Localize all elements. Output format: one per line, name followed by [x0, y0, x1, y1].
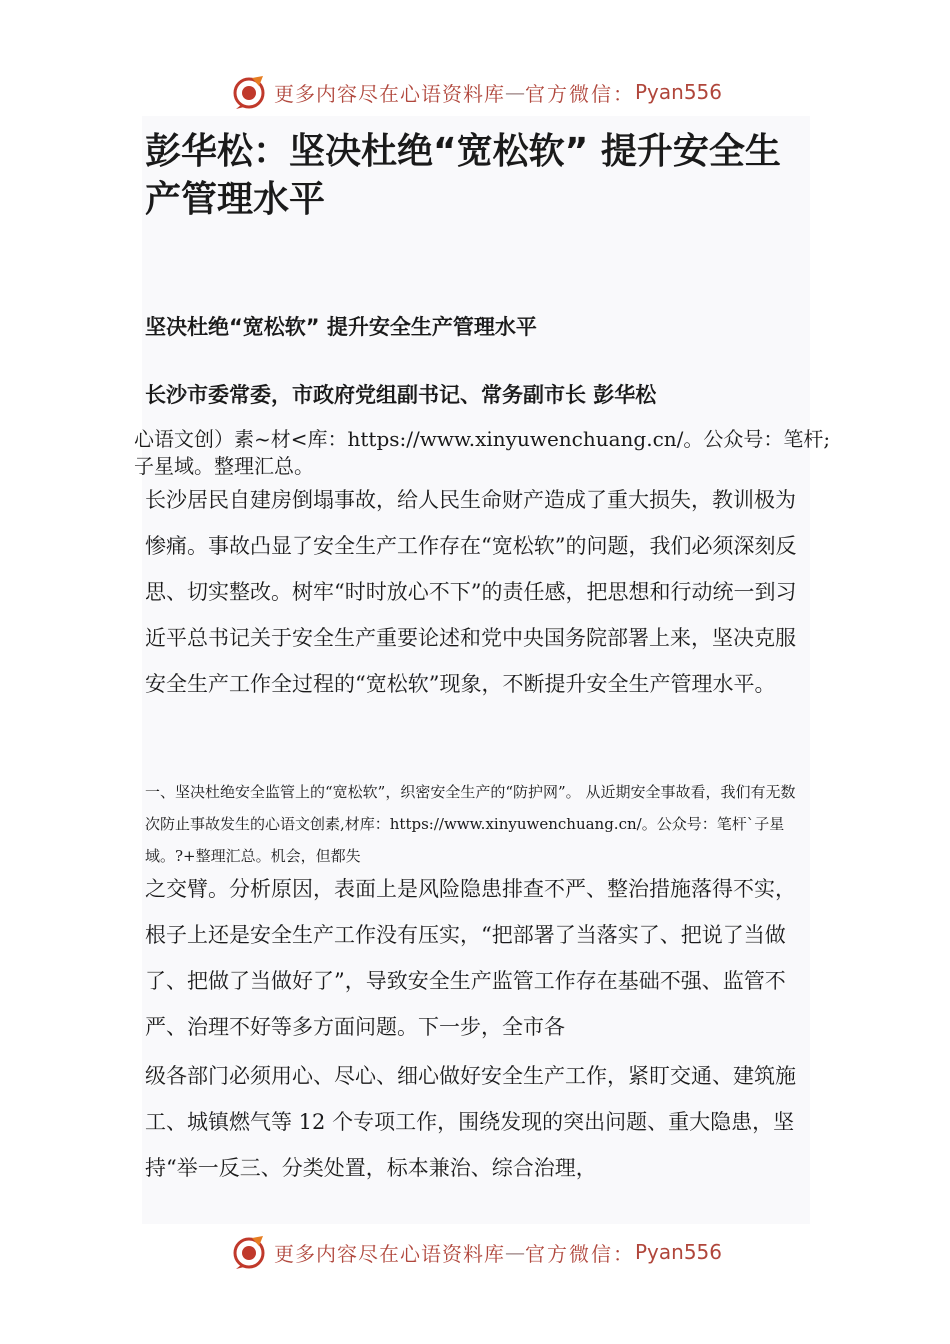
banner-wechat-id: Pyan556: [635, 80, 723, 104]
body-paragraph-2: 之交臂。分析原因，表面上是风险隐患排查不严、整治措施落得不实，根子上还是安全生产工作没有压实，“把部署了当落实了、把说了当做了、把做了当做好了”，导致安全生产监管工作存在基础不强、监管不严、治理不好等多方面问题。下一步，全市各: [145, 877, 796, 1039]
banner-wechat-label: 官方微信：: [525, 81, 635, 106]
author-line: 长沙市委常委，市政府党组副书记、常务副市长 彭华松: [145, 383, 657, 407]
banner-wechat-id: Pyan556: [635, 1240, 723, 1264]
banner-separator: —: [505, 80, 525, 104]
section-heading: 一、坚决杜绝安全监管上的“宽松软”，织密安全生产的“防护网”。 从近期安全事故看，我们有无数次防止事故发生的心语文创素,材库：https://www.xinyuwenchuang.cn/。公众号：笔杆`子星域。?+整理汇总。机会，但都失: [145, 783, 796, 865]
banner-brand: 更多内容尽在心语资料库: [274, 81, 505, 106]
header-banner: [232, 72, 722, 112]
article-subtitle: 坚决杜绝“宽松软” 提升安全生产管理水平: [145, 315, 537, 339]
brand-logo-icon: [232, 1234, 268, 1270]
banner-wechat-label: 官方微信：: [525, 1241, 635, 1266]
watermark-line: 心语文创）素~材<库：https://www.xinyuwenchuang.cn/。公众号：笔杆;子星域。整理汇总。: [134, 427, 831, 478]
body-paragraph-1: 长沙居民自建房倒塌事故，给人民生命财产造成了重大损失，教训极为惨痛。事故凸显了安全生产工作存在“宽松软”的问题，我们必须深刻反思、切实整改。树牢“时时放心不下”的责任感，把思想和行动统一到习近平总书记关于安全生产重要论述和党中央国务院部署上来，坚决克服安全生产工作全过程的“宽松软”现象，不断提升安全生产管理水平。: [145, 488, 797, 696]
brand-logo-icon: [232, 74, 268, 110]
article-title: 彭华松：坚决杜绝“宽松软” 提升安全生产管理水平: [145, 131, 781, 220]
banner-separator: —: [505, 1240, 525, 1264]
body-paragraph-3: 级各部门必须用心、尽心、细心做好安全生产工作，紧盯交通、建筑施工、城镇燃气等 12 个专项工作，围绕发现的突出问题、重大隐患，坚持“举一反三、分类处置，标本兼治、综合治理，: [145, 1064, 796, 1180]
footer-banner: [232, 1232, 722, 1272]
banner-brand: 更多内容尽在心语资料库: [274, 1241, 505, 1266]
